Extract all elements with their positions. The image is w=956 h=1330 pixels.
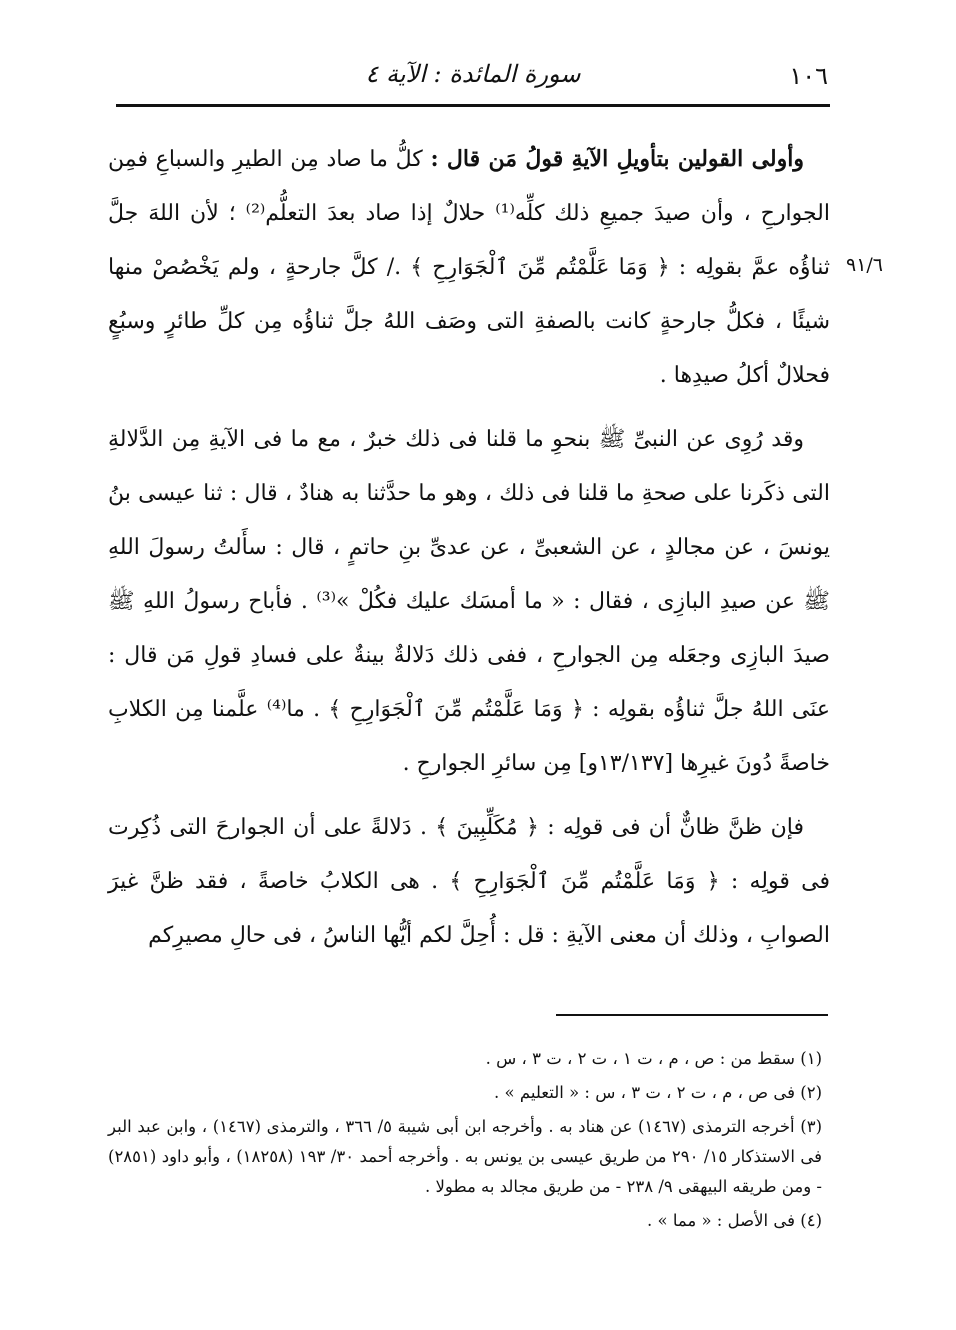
- footnote-3: (٣) أخرجه الترمذى (١٤٦٧) عن هناد به . وأخرجه ابن أبى شيبة ٥/ ٣٦٦ ، والترمذى (١٤٦٧) ، وابن عبد البر فى الاستذكار ١٥/ ٢٩٠ من طريق عيسى بن يونس به . وأخرجه أحمد ٣٠/ ١٩٣ (١٨٢٥٨) ، وأبو داود (٢٨٥١) - ومن طريقه البيهقى ٩/ ٢٣٨ - من طريق مجالد به مطولا .: [108, 1117, 822, 1196]
- footnotes: [108, 1044, 822, 1240]
- page-number: ١٠٦: [789, 62, 828, 90]
- paragraph-2: [108, 413, 830, 791]
- paragraph-text: كلُّ ما صاد مِن الطيرِ والسباعِ فمِن الجوارحِ ، وأن صيدَ جميعِ ذلك كلِّه⁽¹⁾ حلالٌ إذا صاد بعدَ التعلُّم⁽²⁾ ؛ لأن اللهَ جلَّ ثناؤُه عمَّ بقولِه : ﴿ وَمَا عَلَّمْتُم مِّنَ ٱلْجَوَارِحِ ﴾ ./ كلَّ جارحةٍ ، ولم يَخْصُصْ منها شيئًا ، فكلُّ جارحةٍ كانت بالصفةِ التى وصَف اللهُ جلَّ ثناؤُه مِن كلِّ طائرٍ وسبُعٍ فحلالٌ أكلُ صيدِها .: [108, 147, 831, 388]
- paragraph-text: فإن ظنَّ ظانٌّ أن فى قولِه : ﴿ مُكَلِّبِينَ ﴾ . دَلالةً على أن الجوارحَ التى ذُكِرت فى قولِه : ﴿ وَمَا عَلَّمْتُم مِّنَ ٱلْجَوَارِحِ ﴾ . هى الكلابُ خاصةً ، فقد ظنَّ غيرَ الصوابِ ، وذلك أن معنى الآيةِ : قل : أُحِلَّ لكم أيُّها الناسُ ، فى حالِ مصيرِكم: [108, 815, 830, 948]
- running-title: سورة المائدة : الآية ٤: [365, 60, 581, 88]
- footnote-2: (٢) فى ص ، م ، ت ٢ ، ت ٣ ، س : « التعليم » .: [494, 1083, 822, 1102]
- footnote-1: (١) سقط من : ص ، م ، ت ١ ، ت ٢ ، ت ٣ ، س .: [485, 1049, 822, 1068]
- footnote-4: (٤) فى الأصل : « مما » .: [646, 1211, 822, 1230]
- paragraph-lead: وأولى القولين بتأويلِ الآيةِ قولُ مَن قال :: [430, 146, 804, 172]
- paragraph-1: [108, 132, 830, 403]
- paragraph-3: [108, 801, 830, 963]
- marginal-reference: ٩١/٦: [846, 254, 884, 276]
- footnote-rule: [556, 1014, 828, 1016]
- page-header: [118, 56, 828, 92]
- paragraph-text: وقد رُوِى عن النبىِّ ﷺ بنحوِ ما قلنا فى ذلك خبرٌ ، مع ما فى الآيةِ مِن الدَّلالةِ التى ذكَرنا على صحةِ ما قلنا فى ذلك ، وهو ما حدَّثنا به هنادٌ ، قال : ثنا عيسى بنُ يونسَ ، عن مجالدٍ ، عن الشعبىِّ ، عن عدىِّ بنِ حاتمٍ ، قال : سأَلتُ رسولَ اللهِ ﷺ عن صيدِ البازِى ، فقال : « ما أمسَك عليك فكُلْ »⁽³⁾ . فأباح رسولُ اللهِ ﷺ صيدَ البازِى وجعَله مِن الجوارحِ ، ففى ذلك دَلالةٌ بينةٌ على فسادِ قولِ مَن قال : عنَى اللهُ جلَّ ثناؤُه بقولِه : ﴿ وَمَا عَلَّمْتُم مِّنَ ٱلْجَوَارِحِ ﴾ . ما⁽⁴⁾ علَّمنا مِن الكلابِ خاصةً دُونَ غيرِها [١٣/١٣٧و] مِن سائرِ الجوارحِ .: [108, 427, 831, 776]
- main-text: [108, 132, 830, 973]
- header-rule: [116, 104, 830, 107]
